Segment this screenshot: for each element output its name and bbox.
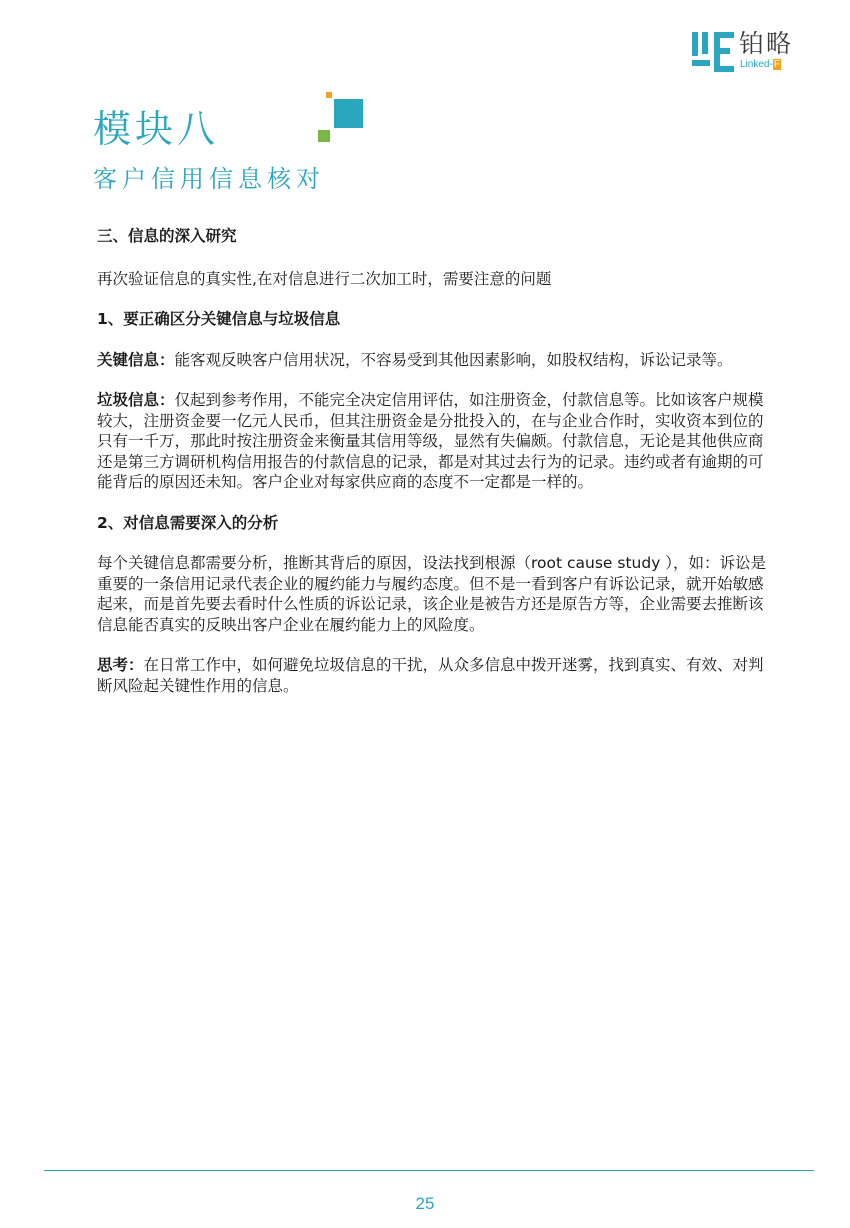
thinking-label: 思考： xyxy=(97,656,144,674)
thinking-text: 在日常工作中，如何避免垃圾信息的干扰，从众多信息中拨开迷雾，找到真实、有效、对判断风险起关键性作用的信息。 xyxy=(97,656,764,695)
key-info-label: 关键信息： xyxy=(97,350,175,369)
decorative-square-orange xyxy=(326,92,332,98)
key-info-paragraph xyxy=(97,350,777,371)
module-subtitle: 客户信用信息核对 xyxy=(93,165,325,193)
junk-info-paragraph xyxy=(97,390,777,493)
junk-info-label: 垃圾信息： xyxy=(97,391,175,409)
junk-info-text: 仅起到参考作用，不能完全决定信用评估，如注册资金，付款信息等。比如该客户规模较大，注册资金要一亿元人民币，但其注册资金是分批投入的，在与企业合作时，实收资本到位的只有一千万，那此时按注册资金来衡量其信用等级，显然有失偏颇。付款信息，无论是其他供应商还是第三方调研机构信用报告的付款信息的记录，都是对其过去行为的记录。违约或者有逾期的可能背后的原因还未知。客户企业对每家供应商的态度不一定都是一样的。 xyxy=(97,391,764,491)
thinking-paragraph xyxy=(97,655,777,696)
decorative-square-teal xyxy=(334,99,363,128)
module-title: 模块八 xyxy=(93,107,220,151)
brand-name-en-badge: F xyxy=(773,59,780,70)
page-number: 25 xyxy=(415,1194,435,1213)
key-info-text: 能客观反映客户信用状况，不容易受到其他因素影响，如股权结构，诉讼记录等。 xyxy=(174,350,733,369)
brand-logo xyxy=(692,30,808,74)
document-body xyxy=(97,226,777,696)
linked-f-logo-icon xyxy=(692,32,734,72)
brand-name-cn: 铂略 xyxy=(739,29,794,58)
decorative-square-green xyxy=(318,130,330,142)
analysis-paragraph: 每个关键信息都需要分析，推断其背后的原因，设法找到根源（root cause study ），如：诉讼是重要的一条信用记录代表企业的履约能力与履约态度。但不是一看到客户有诉讼记录，就开始敏感起来，而是首先要去看时什么性质的诉讼记录，该企业是被告方还是原告方等，企业需要去推断该信息能否真实的反映出客户企业在履约能力上的风险度。 xyxy=(97,554,767,634)
brand-name-en xyxy=(740,59,781,71)
brand-name-en-text: Linked- xyxy=(740,59,773,70)
footer-divider xyxy=(44,1170,814,1171)
point1-heading: 1、要正确区分关键信息与垃圾信息 xyxy=(97,310,341,328)
intro-paragraph: 再次验证信息的真实性,在对信息进行二次加工时，需要注意的问题 xyxy=(97,269,552,288)
section-heading: 三、信息的深入研究 xyxy=(97,227,237,245)
point2-heading: 2、对信息需要深入的分析 xyxy=(97,513,279,532)
